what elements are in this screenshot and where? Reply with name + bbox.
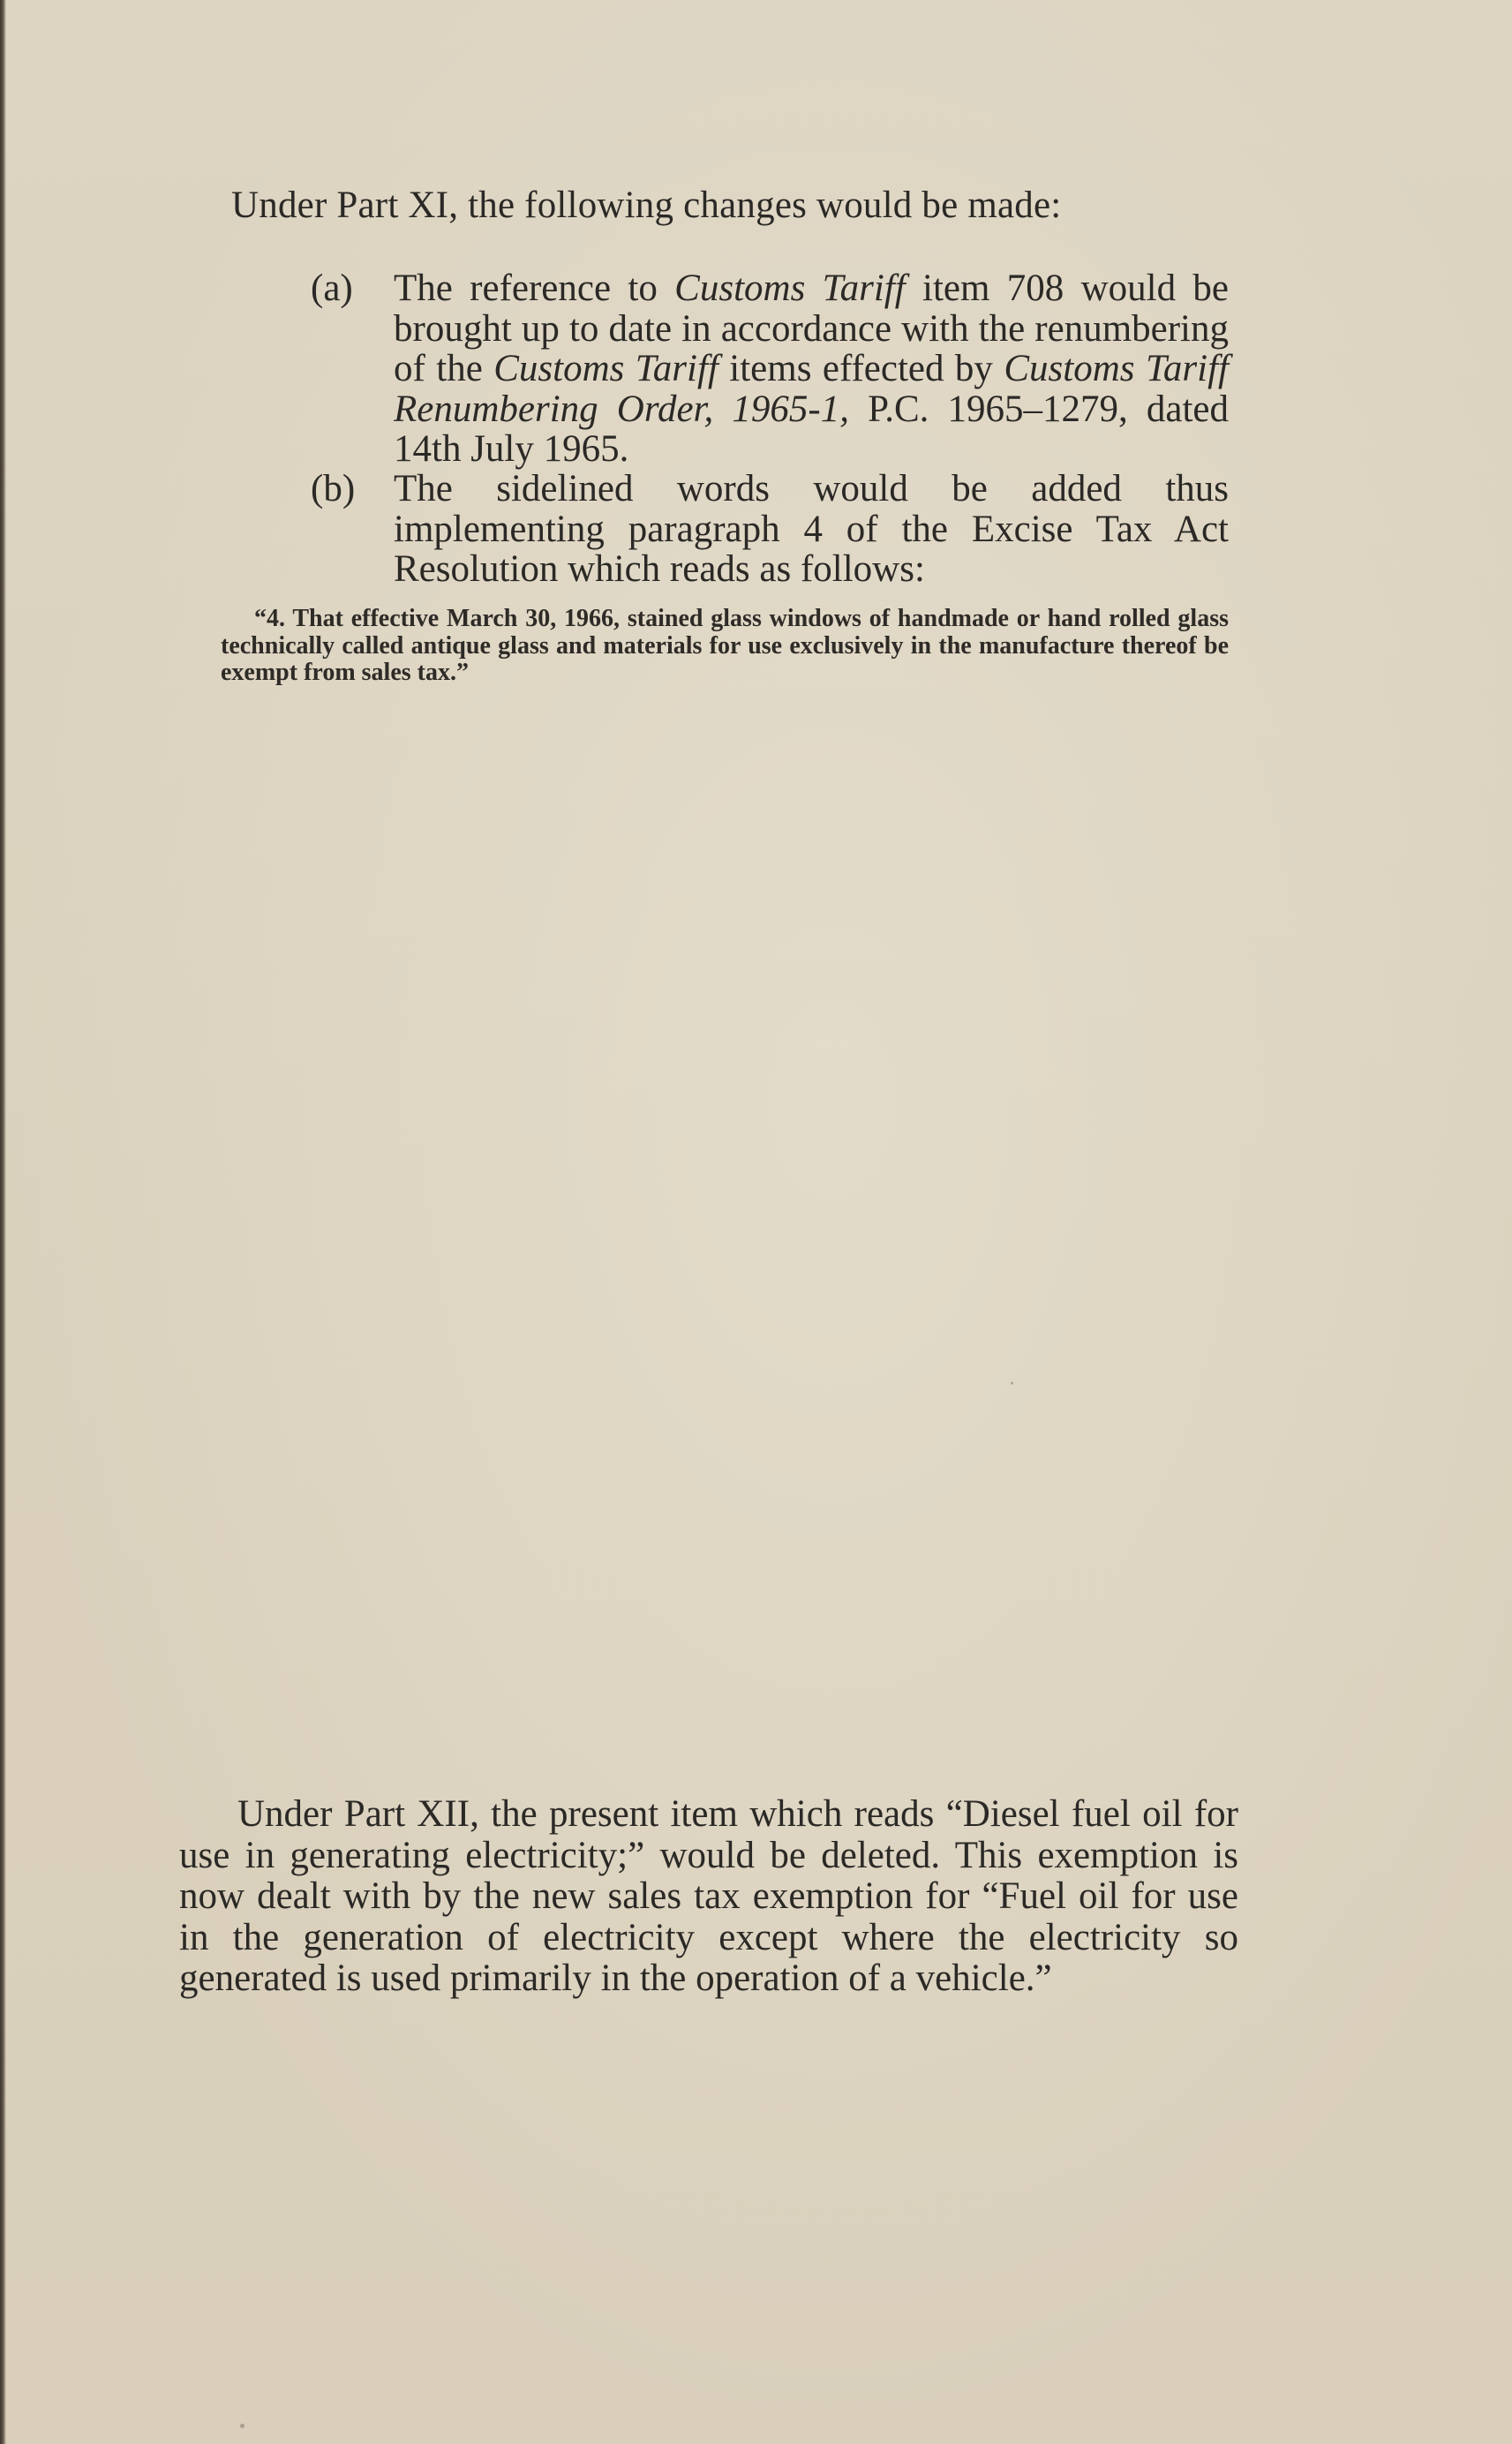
item-segment: item 708 would be brought up to date in accordance with the renumbering of the (394, 268, 1229, 389)
part-xi-intro: Under Part XI, the following changes would be made: (231, 185, 1062, 226)
item-a-label (311, 268, 353, 309)
item-a-text (394, 268, 1229, 470)
resolution-quote (221, 606, 1229, 687)
paper-speck (1011, 1382, 1013, 1384)
item-segment: The sidelined words would be added thus implementing paragraph 4 of the Excise Tax Act Resolution which reads as follows: (394, 468, 1229, 590)
resolution-quote-text: “4. That effective March 30, 1966, stained glass windows of handmade or hand rolled glass technically called antique glass and materials for use exclusively in the manufacture thereof be exempt from sales tax.” (221, 605, 1229, 686)
paper-speck (240, 2424, 244, 2428)
item-segment: Customs Tariff Renumbering Order, 1965-1, (394, 348, 1229, 430)
item-b-text (394, 469, 1229, 590)
item-segment: items effected by (718, 348, 1004, 389)
item-segment: P.C. 1965–1279, dated 14th July 1965. (394, 388, 1229, 470)
part-xii-text: Under Part XII, the present item which reads “Diesel fuel oil for use in generating electricity;” would be deleted. This exemption is now dealt with by the new sales tax exemption for “Fuel oil for use in the generation of electricity except where the electricity so generated is used primarily in the operation of a vehicle.” (179, 1793, 1238, 1999)
item-b-label (311, 469, 355, 509)
item-segment: Customs Tariff (674, 268, 906, 309)
item-segment: Customs Tariff (493, 348, 718, 389)
page-binding-edge (0, 0, 6, 2444)
item-a-label-text: (a) (311, 268, 353, 309)
part-xii-paragraph (179, 1794, 1238, 2000)
item-segment: The reference to (394, 268, 675, 309)
item-b-label-text: (b) (311, 468, 356, 509)
